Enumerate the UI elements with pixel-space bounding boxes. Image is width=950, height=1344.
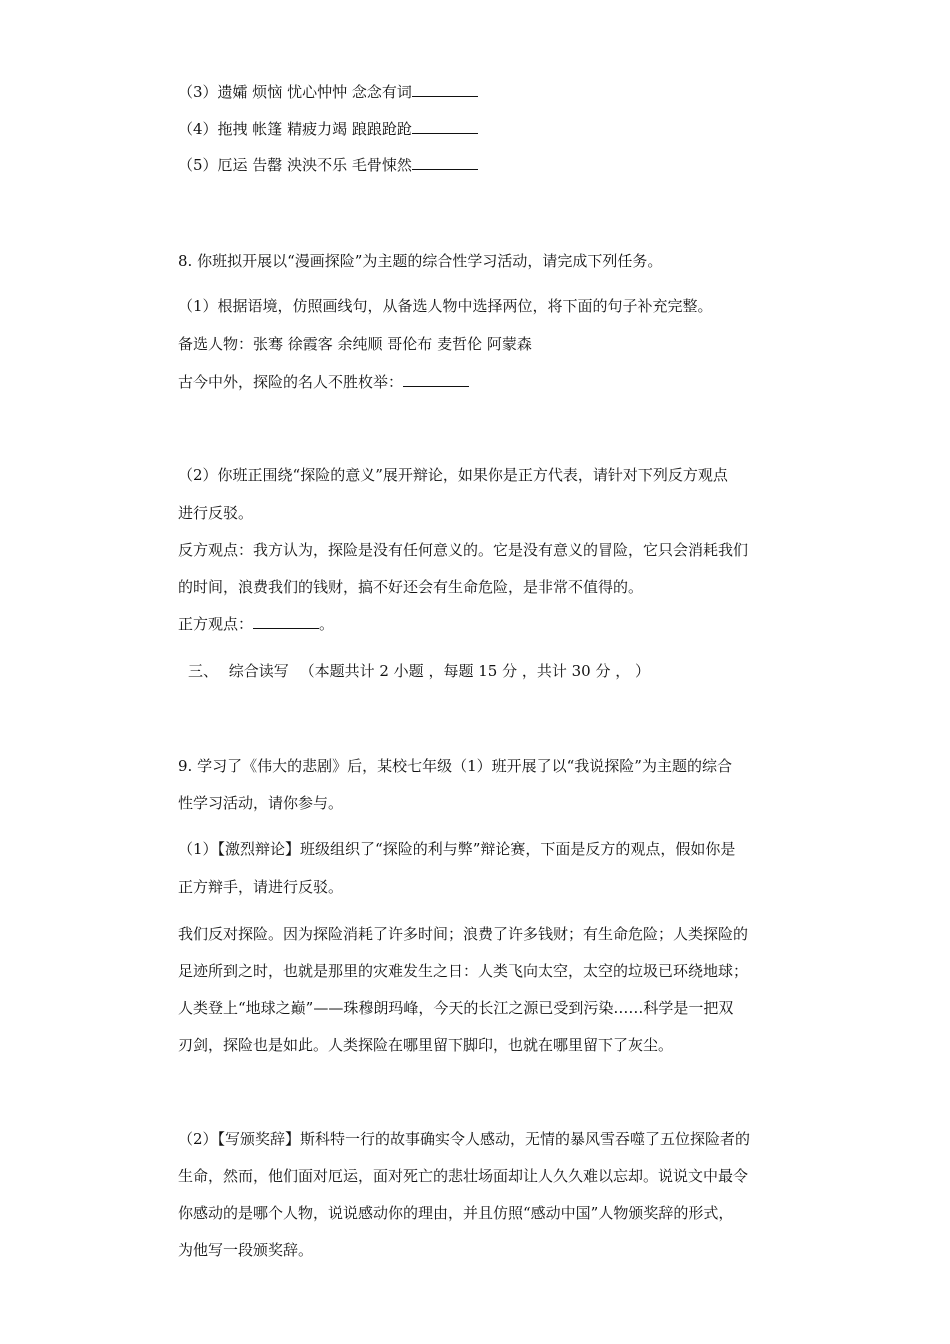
answer-blank[interactable]	[412, 119, 478, 134]
q7-item-5	[178, 155, 478, 175]
q9-part1-text-2: 足迹所到之时，也就是那里的灾难发生之日：人类飞向太空，太空的垃圾已环绕地球；	[178, 962, 749, 980]
q9-part1-line-2: 正方辩手，请进行反驳。	[178, 878, 344, 896]
section-title: 综合读写	[228, 662, 289, 680]
q9-part1-text-1: 我们反对探险。因为探险消耗了许多时间；浪费了许多钱财；有生命危险；人类探险的	[178, 925, 749, 943]
section-heading	[188, 661, 656, 681]
q9-part2-line-3: 你感动的是哪个人物，说说感动你的理由，并且仿照“感动中国”人物颁奖辞的形式，	[178, 1204, 734, 1222]
q9-stem-1: 9. 学习了《伟大的悲剧》后，某校七年级（1）班开展了以“我说探险”为主题的综合	[178, 757, 732, 775]
q8-part1-candidates: 备选人物：张骞 徐霞客 余纯顺 哥伦布 麦哲伦 阿蒙森	[178, 335, 532, 353]
q8-part2-instruction-1: （2）你班正围绕“探险的意义”展开辩论，如果你是正方代表，请针对下列反方观点	[178, 466, 728, 484]
q8-part1-sentence	[178, 372, 469, 392]
q7-item-5-text: （5）厄运 告罄 泱泱不乐 毛骨悚然	[178, 156, 412, 174]
q9-part2-line-2: 生命，然而，他们面对厄运，面对死亡的悲壮场面却让人久久难以忘却。说说文中最令	[178, 1167, 749, 1185]
q8-part2-answer-end: 。	[319, 615, 335, 633]
q8-part1-instruction: （1）根据语境，仿照画线句，从备选人物中选择两位，将下面的句子补充完整。	[178, 297, 713, 315]
q7-item-3	[178, 82, 478, 102]
answer-blank[interactable]	[253, 614, 319, 629]
q8-part1-sentence-text: 古今中外，探险的名人不胜枚举：	[178, 373, 404, 391]
q7-item-4-text: （4）拖拽 帐篷 精疲力竭 踉踉跄跄	[178, 120, 412, 138]
q8-part2-answer-label: 正方观点：	[178, 615, 254, 633]
q8-part2-opposing-1: 反方观点：我方认为，探险是没有任何意义的。它是没有意义的冒险，它只会消耗我们	[178, 541, 749, 559]
q9-part2-line-1: （2）【写颁奖辞】斯科特一行的故事确实令人感动，无情的暴风雪吞噬了五位探险者的	[178, 1130, 751, 1148]
q9-part1-line-1: （1）【激烈辩论】班级组织了“探险的利与弊”辩论赛，下面是反方的观点，假如你是	[178, 840, 736, 858]
answer-blank[interactable]	[412, 155, 478, 170]
section-detail: （本题共计 2 小题 ，每题 15 分 ，共计 30 分 ， ）	[299, 662, 650, 680]
q9-part1-text-4: 刃剑，探险也是如此。人类探险在哪里留下脚印，也就在哪里留下了灰尘。	[178, 1036, 674, 1054]
section-number: 三、	[188, 662, 219, 680]
q8-part2-instruction-2: 进行反驳。	[178, 504, 254, 522]
q8-stem: 8. 你班拟开展以“漫画探险”为主题的综合性学习活动，请完成下列任务。	[178, 252, 663, 270]
q8-part2-opposing-2: 的时间，浪费我们的钱财，搞不好还会有生命危险，是非常不值得的。	[178, 578, 644, 596]
q9-stem-2: 性学习活动，请你参与。	[178, 794, 344, 812]
q9-part2-line-4: 为他写一段颁奖辞。	[178, 1241, 314, 1259]
q7-item-3-text: （3）遗孀 烦恼 忧心忡忡 念念有词	[178, 83, 412, 101]
answer-blank[interactable]	[403, 372, 469, 387]
q9-part1-text-3: 人类登上“地球之巅”——珠穆朗玛峰，今天的长江之源已受到污染……科学是一把双	[178, 999, 734, 1017]
answer-blank[interactable]	[412, 82, 478, 97]
q7-item-4	[178, 119, 478, 139]
q8-part2-answer	[178, 614, 334, 634]
